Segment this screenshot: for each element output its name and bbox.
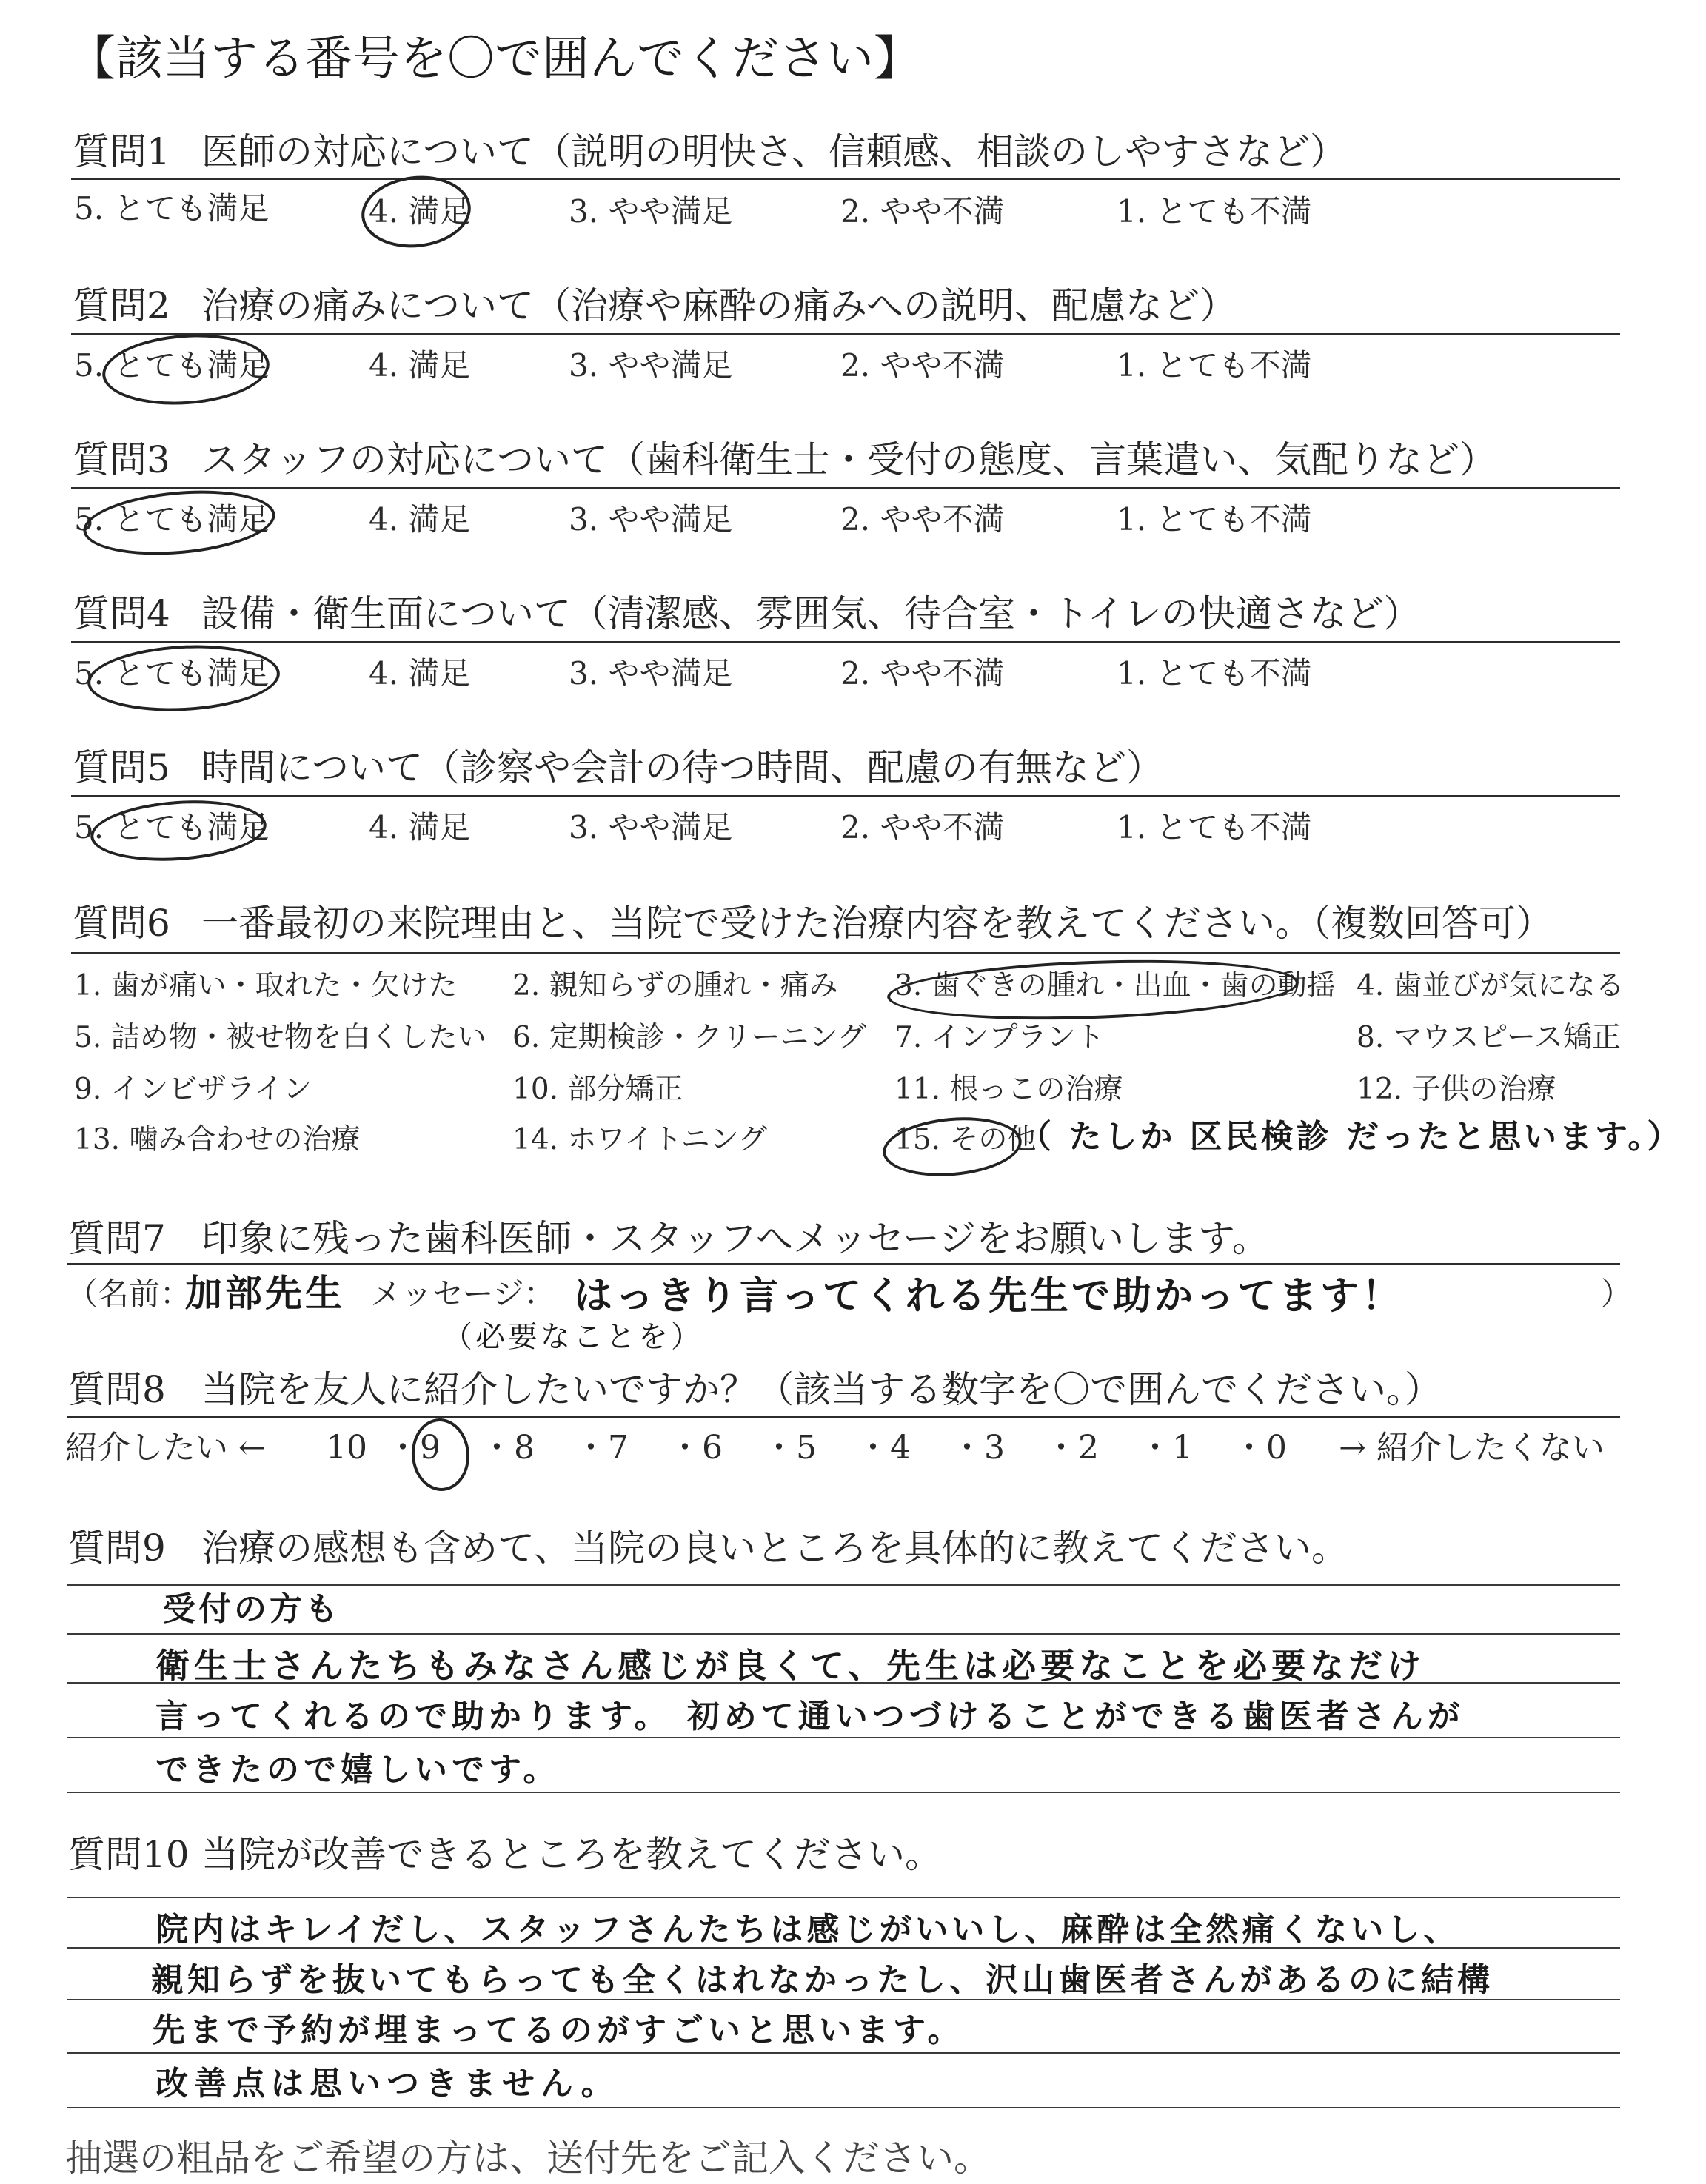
- q6-other-note: （ たしか 区民検診 だったと思います。）: [1019, 1118, 1683, 1156]
- q6-option-5[interactable]: 5. 詰め物・被せ物を白くしたい: [74, 1021, 486, 1054]
- q6-option-3-circle: [886, 954, 1299, 1025]
- question-4-rule: [71, 641, 1620, 643]
- footer-cutoff-text: 抽選の粗品をご希望の方は、送付先をご記入ください。: [65, 2137, 991, 2180]
- q8-scale-1[interactable]: 1: [1172, 1429, 1193, 1467]
- q8-scale-9[interactable]: 9: [420, 1429, 441, 1467]
- q8-scale-separator: ・: [763, 1429, 795, 1467]
- q4-option-2[interactable]: 2. やや不満: [840, 655, 1005, 691]
- q6-option-2[interactable]: 2. 親知らずの腫れ・痛み: [512, 969, 838, 1002]
- q7-message-value[interactable]: はっきり言ってくれる先生で助かってます！: [574, 1274, 1404, 1319]
- q10-answer-line-2[interactable]: 親知らずを抜いてもらっても全くはれなかったし、沢山歯医者さんがあるのに結構: [151, 1961, 1493, 1999]
- question-7-rule: [67, 1263, 1620, 1265]
- q10-line-5: [67, 2107, 1620, 2108]
- question-6-text: 一番最初の来院理由と、当院で受けた治療内容を教えてください。（複数回答可）: [201, 902, 1553, 945]
- q4-option-5[interactable]: 5. とても満足: [74, 655, 270, 691]
- q8-scale-7[interactable]: 7: [608, 1429, 629, 1467]
- q8-scale-5[interactable]: 5: [796, 1429, 817, 1467]
- q6-option-10[interactable]: 10. 部分矯正: [512, 1073, 683, 1106]
- q6-option-8[interactable]: 8. マウスピース矯正: [1357, 1021, 1621, 1054]
- question-5-rule: [71, 795, 1620, 797]
- q9-line-1: [67, 1584, 1620, 1586]
- q5-option-3[interactable]: 3. やや満足: [569, 809, 733, 845]
- q8-scale-2[interactable]: 2: [1078, 1429, 1099, 1467]
- q8-scale-separator: ・: [857, 1429, 889, 1467]
- q6-option-1[interactable]: 1. 歯が痛い・取れた・欠けた: [74, 969, 458, 1002]
- q10-line-1: [67, 1897, 1620, 1898]
- question-8-rule: [67, 1416, 1620, 1418]
- q9-answer-line-1[interactable]: 受付の方も: [163, 1590, 341, 1628]
- q10-answer-line-1[interactable]: 院内はキレイだし、スタッフさんたちは感じがいいし、麻酔は全然痛くないし、: [155, 1911, 1460, 1949]
- q6-option-4[interactable]: 4. 歯並びが気になる: [1357, 969, 1625, 1002]
- q7-name-value[interactable]: 加部先生: [185, 1272, 345, 1315]
- question-2-rule: [71, 333, 1620, 335]
- question-6-label: 質問6: [73, 902, 170, 945]
- q3-selection-circle: [81, 483, 278, 562]
- q8-scale-4[interactable]: 4: [890, 1429, 911, 1467]
- q7-message-label: メッセージ：: [370, 1276, 555, 1312]
- question-9-label: 質問9: [68, 1527, 166, 1570]
- q10-line-4: [67, 2052, 1620, 2054]
- q4-option-1[interactable]: 1. とても不満: [1117, 655, 1312, 691]
- q3-option-3[interactable]: 3. やや満足: [569, 501, 733, 537]
- q8-scale-8[interactable]: 8: [514, 1429, 535, 1467]
- q8-scale-separator: ・: [575, 1429, 607, 1467]
- q7-name-label: （名前：: [67, 1276, 192, 1312]
- question-5-text: 時間について（診察や会計の待つ時間、配慮の有無など）: [201, 746, 1163, 789]
- q9-answer-line-4[interactable]: できたので嬉しいです。: [155, 1751, 561, 1789]
- question-1-rule: [71, 178, 1620, 180]
- q6-option-7[interactable]: 7. インプラント: [894, 1021, 1105, 1054]
- q5-option-5[interactable]: 5. とても満足: [74, 809, 270, 845]
- q6-option-11[interactable]: 11. 根っこの治療: [894, 1073, 1123, 1106]
- q1-option-5[interactable]: 5. とても満足: [74, 190, 270, 227]
- q8-scale-separator: ・: [669, 1429, 701, 1467]
- q5-option-4[interactable]: 4. 満足: [369, 809, 471, 845]
- q2-option-1[interactable]: 1. とても不満: [1117, 347, 1312, 383]
- q9-line-5: [67, 1792, 1620, 1793]
- q8-scale-separator: ・: [1139, 1429, 1171, 1467]
- question-5-label: 質問5: [73, 746, 170, 789]
- q1-option-1[interactable]: 1. とても不満: [1117, 193, 1312, 230]
- q8-scale-0[interactable]: 0: [1266, 1429, 1287, 1467]
- q3-option-1[interactable]: 1. とても不満: [1117, 501, 1312, 537]
- question-1-text: 医師の対応について（説明の明快さ、信頼感、相談のしやすさなど）: [201, 130, 1347, 173]
- question-4-label: 質問4: [73, 592, 170, 635]
- q1-option-3[interactable]: 3. やや満足: [569, 193, 733, 230]
- q10-answer-line-4[interactable]: 改善点は思いつきません。: [155, 2065, 620, 2103]
- q8-scale-separator: ・: [387, 1429, 419, 1467]
- question-3-rule: [71, 487, 1620, 489]
- q8-scale-separator: ・: [1233, 1429, 1265, 1467]
- question-6-rule: [71, 952, 1620, 954]
- q2-option-4[interactable]: 4. 満足: [369, 347, 471, 383]
- q8-scale-separator: ・: [481, 1429, 513, 1467]
- q7-close-paren: ）: [1601, 1276, 1633, 1312]
- q6-option-14[interactable]: 14. ホワイトニング: [512, 1123, 767, 1156]
- q3-option-4[interactable]: 4. 満足: [369, 501, 471, 537]
- question-10-label: 質問10: [68, 1833, 190, 1876]
- q3-option-2[interactable]: 2. やや不満: [840, 501, 1005, 537]
- q8-scale-3[interactable]: 3: [984, 1429, 1005, 1467]
- question-1-label: 質問1: [73, 130, 170, 173]
- q10-answer-line-3[interactable]: 先まで予約が埋まってるのがすごいと思います。: [153, 2012, 965, 2049]
- q5-option-1[interactable]: 1. とても不満: [1117, 809, 1312, 845]
- q8-right-label: → 紹介したくない: [1339, 1429, 1605, 1467]
- q3-option-5[interactable]: 5. とても満足: [74, 501, 270, 537]
- q4-option-4[interactable]: 4. 満足: [369, 655, 471, 691]
- question-10-text: 当院が改善できるところを教えてください。: [201, 1833, 942, 1876]
- q8-left-label: 紹介したい ←: [65, 1429, 266, 1467]
- q6-option-3[interactable]: 3. 歯ぐきの腫れ・出血・歯の動揺: [894, 969, 1336, 1002]
- q8-scale-separator: ・: [1045, 1429, 1077, 1467]
- question-3-text: スタッフの対応について（歯科衛生士・受付の態度、言葉遣い、気配りなど）: [201, 438, 1496, 481]
- q4-option-3[interactable]: 3. やや満足: [569, 655, 733, 691]
- q2-option-5[interactable]: 5. とても満足: [74, 347, 270, 383]
- q6-option-13[interactable]: 13. 噛み合わせの治療: [74, 1123, 361, 1156]
- q6-option-6[interactable]: 6. 定期検診・クリーニング: [512, 1021, 866, 1054]
- q1-option-2[interactable]: 2. やや不満: [840, 193, 1005, 230]
- question-2-label: 質問2: [73, 284, 170, 327]
- q6-option-12[interactable]: 12. 子供の治療: [1357, 1073, 1556, 1106]
- question-3-label: 質問3: [73, 438, 170, 481]
- q1-selection-circle: [358, 171, 474, 253]
- question-4-text: 設備・衛生面について（清潔感、雰囲気、待合室・トイレの快適さなど）: [201, 592, 1421, 635]
- q6-option-15[interactable]: 15. その他: [894, 1123, 1037, 1156]
- q2-option-2[interactable]: 2. やや不満: [840, 347, 1005, 383]
- q9-answer-line-2[interactable]: 衛生士さんたちもみなさん感じが良くて、先生は必要なことを必要なだけ: [155, 1646, 1426, 1686]
- question-9-text: 治療の感想も含めて、当院の良いところを具体的に教えてください。: [201, 1527, 1348, 1570]
- q1-option-4[interactable]: 4. 満足: [369, 193, 471, 230]
- q7-message-insert: （必要なことを）: [443, 1320, 703, 1354]
- q5-option-2[interactable]: 2. やや不満: [840, 809, 1005, 845]
- q9-answer-line-3[interactable]: 言ってくれるので助かります。 初めて通いつづけることができる歯医者さんが: [155, 1698, 1465, 1735]
- question-8-label: 質問8: [68, 1368, 166, 1411]
- question-2-text: 治療の痛みについて（治療や麻酔の痛みへの説明、配慮など）: [201, 284, 1237, 327]
- q6-option-9[interactable]: 9. インビザライン: [74, 1073, 312, 1106]
- q8-scale-10[interactable]: 10: [326, 1429, 367, 1467]
- question-8-text: 当院を友人に紹介したいですか？（該当する数字を〇で囲んでください。）: [201, 1368, 1442, 1411]
- q9-line-2: [67, 1633, 1620, 1635]
- page-title: 【該当する番号を〇で囲んでください】: [68, 32, 921, 87]
- q8-scale-separator: ・: [951, 1429, 983, 1467]
- question-7-text: 印象に残った歯科医師・スタッフへメッセージをお願いします。: [201, 1217, 1269, 1260]
- q8-scale-6[interactable]: 6: [702, 1429, 723, 1467]
- q2-option-3[interactable]: 3. やや満足: [569, 347, 733, 383]
- question-7-label: 質問7: [68, 1217, 166, 1260]
- q2-selection-circle: [100, 329, 272, 410]
